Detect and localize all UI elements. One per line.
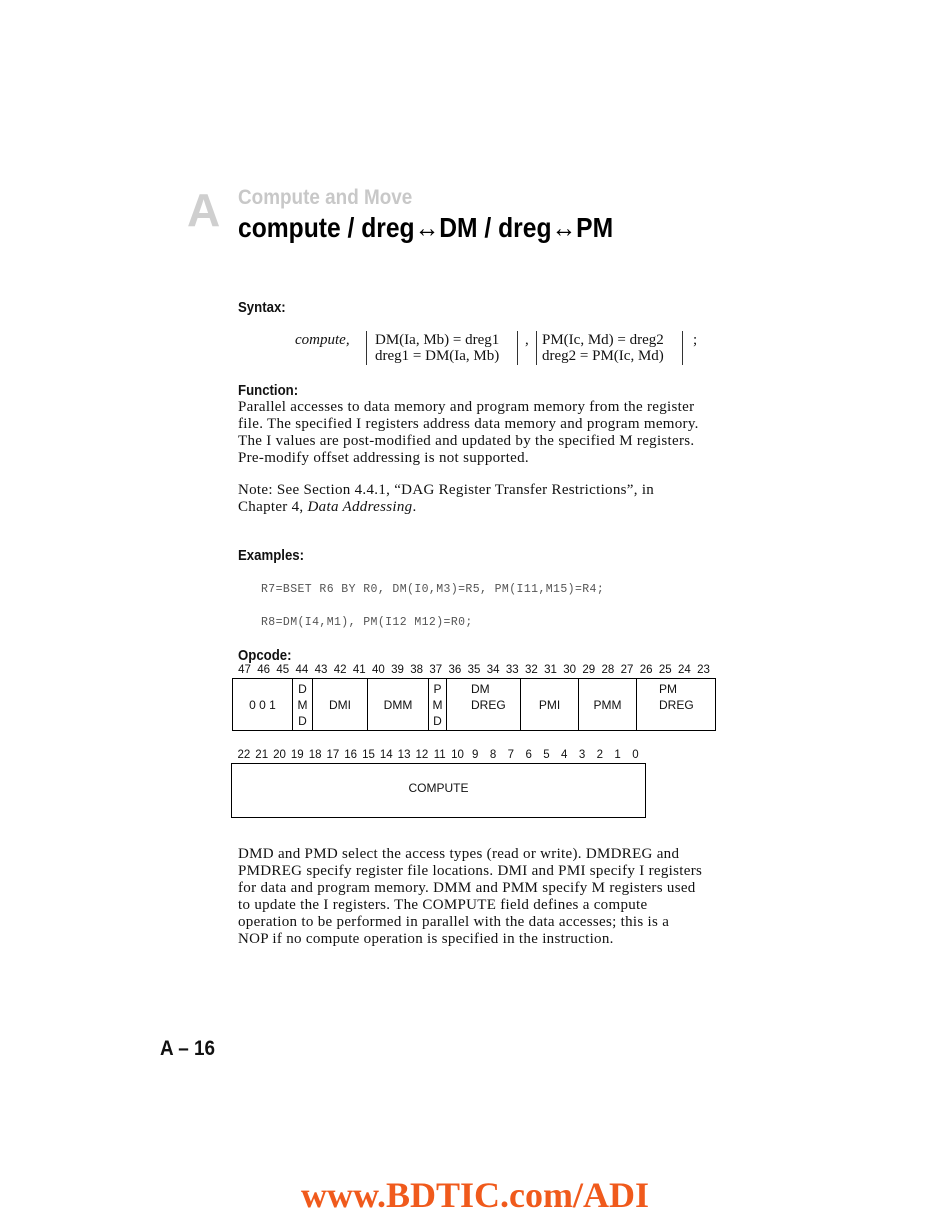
bit-number: 2 xyxy=(596,749,604,761)
bit-number: 19 xyxy=(290,749,304,761)
opcode-lower-box xyxy=(231,763,646,818)
description-line: PMDREG specify register file locations. DMI and PMI specify I registers xyxy=(238,863,703,879)
field-001: 0 0 1 xyxy=(233,679,293,730)
field-pmm: PMM xyxy=(579,679,637,730)
function-line: file. The specified I registers address data memory and program memory. xyxy=(238,416,699,432)
bit-number: 25 xyxy=(658,664,672,676)
bit-number: 44 xyxy=(295,664,309,676)
bit-number: 9 xyxy=(472,749,479,761)
bit-number: 35 xyxy=(467,664,481,676)
bit-number: 39 xyxy=(391,664,404,676)
field-pmdreg: PM DREG xyxy=(659,682,694,712)
syntax-bar xyxy=(682,331,683,365)
syntax-heading: Syntax: xyxy=(238,299,286,316)
lower-bit-numbers xyxy=(235,749,645,761)
bit-number: 38 xyxy=(410,664,424,676)
description-line: for data and program memory. DMM and PMM specify M registers used xyxy=(238,880,696,896)
bit-number: 34 xyxy=(486,664,500,676)
section-title: Compute and Move xyxy=(238,186,413,209)
bit-number: 43 xyxy=(314,664,328,676)
field-dmd: D M D xyxy=(293,679,313,730)
field-compute: COMPUTE xyxy=(408,781,469,795)
bit-number: 46 xyxy=(257,664,271,676)
note-suffix: . xyxy=(412,499,417,515)
bit-number: 47 xyxy=(238,664,251,676)
bit-number: 8 xyxy=(489,749,497,761)
bit-number: 4 xyxy=(561,749,568,761)
bit-number: 0 xyxy=(632,749,639,761)
bit-number: 45 xyxy=(276,664,290,676)
bit-number: 22 xyxy=(237,749,251,761)
bit-number: 7 xyxy=(507,749,515,761)
syntax-pm-line2: dreg2 = PM(Ic, Md) xyxy=(542,348,664,364)
syntax-pm-line1: PM(Ic, Md) = dreg2 xyxy=(542,332,664,348)
syntax-bar xyxy=(536,331,537,365)
note-italic: Data Addressing xyxy=(307,499,413,515)
bit-number: 6 xyxy=(525,749,532,761)
bit-number: 16 xyxy=(344,749,358,761)
note-prefix: Chapter 4, xyxy=(238,499,308,515)
bit-number: 18 xyxy=(308,749,322,761)
description-line: operation to be performed in parallel with the data accesses; this is a xyxy=(238,914,670,930)
description-line: DMD and PMD select the access types (read or write). DMDREG and xyxy=(238,846,680,862)
bit-number: 40 xyxy=(372,664,385,676)
bit-number: 21 xyxy=(255,749,269,761)
bit-number: 23 xyxy=(697,664,710,676)
bit-number: 36 xyxy=(448,664,462,676)
syntax-compute: compute, xyxy=(295,332,350,348)
field-dmdreg: DM DREG xyxy=(447,679,521,730)
note-line: Note: See Section 4.4.1, “DAG Register Transfer Restrictions”, in xyxy=(238,482,655,498)
upper-bit-numbers xyxy=(235,664,713,676)
bit-number: 28 xyxy=(601,664,615,676)
bit-number: 13 xyxy=(397,749,411,761)
syntax-bar xyxy=(366,331,367,365)
example-code: R8=DM(I4,M1), PM(I12 M12)=R0; xyxy=(261,616,473,629)
bit-number: 30 xyxy=(563,664,577,676)
bit-number: 27 xyxy=(620,664,634,676)
example-code: R7=BSET R6 BY R0, DM(I0,M3)=R5, PM(I11,M15)=R4; xyxy=(261,583,605,596)
function-heading: Function: xyxy=(238,382,299,399)
bit-number: 37 xyxy=(429,664,443,676)
function-note xyxy=(238,482,758,516)
field-pmd: P M D xyxy=(429,679,447,730)
syntax-dm-line1: DM(Ia, Mb) = dreg1 xyxy=(375,332,500,348)
bit-number: 15 xyxy=(362,749,375,761)
page-title: compute / dreg↔DM / dreg↔PM xyxy=(238,212,614,243)
opcode-heading: Opcode: xyxy=(238,647,292,664)
description-line: to update the I registers. The COMPUTE field defines a compute xyxy=(238,897,648,913)
bit-number: 41 xyxy=(352,664,366,676)
function-line: Pre-modify offset addressing is not supported. xyxy=(238,450,529,466)
bit-number: 14 xyxy=(379,749,393,761)
opcode-upper-box xyxy=(232,678,716,731)
bit-number: 20 xyxy=(273,749,286,761)
watermark-link[interactable]: www.BDTIC.com/ADI xyxy=(300,1175,649,1215)
bit-number: 24 xyxy=(678,664,691,676)
syntax-comma: , xyxy=(525,332,529,348)
bit-number: 1 xyxy=(614,749,621,761)
syntax-dm-line2: dreg1 = DM(Ia, Mb) xyxy=(375,348,500,364)
bit-number: 31 xyxy=(544,664,557,676)
function-line: The I values are post-modified and updated by the specified M registers. xyxy=(238,433,695,449)
field-pmi: PMI xyxy=(521,679,579,730)
bit-number: 10 xyxy=(451,749,464,761)
examples-heading: Examples: xyxy=(238,547,305,564)
field-dmm: DMM xyxy=(368,679,429,730)
opcode-description xyxy=(238,846,758,948)
bit-number: 3 xyxy=(578,749,586,761)
bit-number: 12 xyxy=(415,749,429,761)
bit-number: 29 xyxy=(582,664,596,676)
bit-number: 26 xyxy=(639,664,653,676)
function-text xyxy=(238,399,758,467)
chapter-letter: A xyxy=(187,184,221,236)
bit-number: 17 xyxy=(326,749,340,761)
function-line: Parallel accesses to data memory and program memory from the register xyxy=(238,399,695,415)
field-dmi: DMI xyxy=(313,679,368,730)
page-number: A – 16 xyxy=(160,1037,215,1060)
bit-number: 5 xyxy=(543,749,550,761)
syntax-semicolon: ; xyxy=(693,332,698,348)
bit-number: 11 xyxy=(433,749,446,761)
syntax-bar xyxy=(517,331,518,365)
note-line xyxy=(238,499,758,516)
bit-number: 42 xyxy=(333,664,347,676)
bit-number: 33 xyxy=(505,664,519,676)
description-line: NOP if no compute operation is specified in the instruction. xyxy=(238,931,614,947)
bit-number: 32 xyxy=(525,664,538,676)
